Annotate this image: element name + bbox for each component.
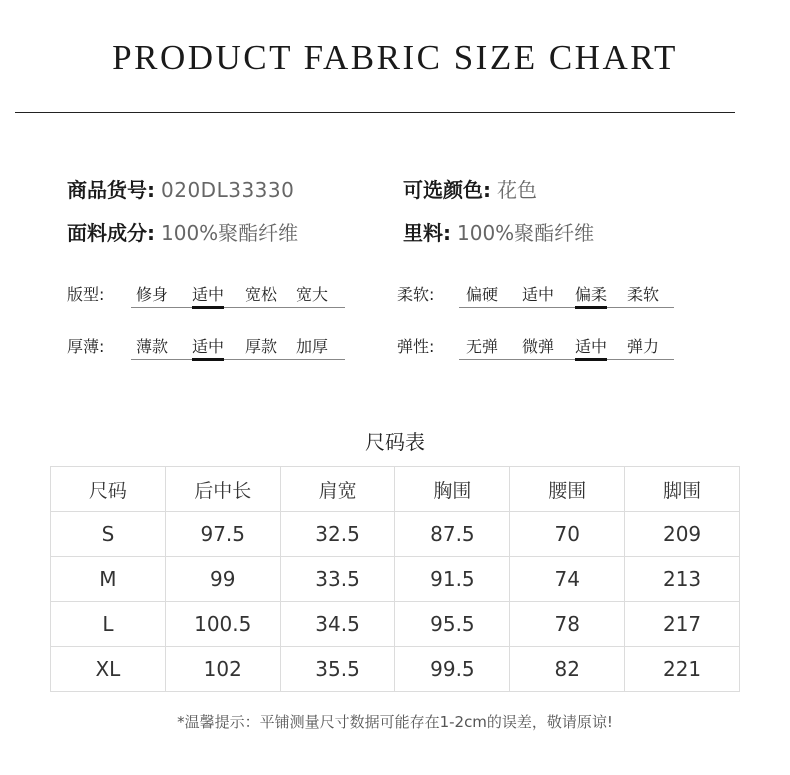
lining-label: 里料 — [403, 221, 443, 245]
attr-option: 微弹 — [522, 337, 555, 356]
fabric-value: 100%聚酯纤维 — [161, 221, 299, 245]
table-cell: 99.5 — [395, 647, 510, 692]
attr-label: 柔软: — [397, 285, 435, 304]
table-cell: M — [51, 557, 166, 602]
table-cell: 209 — [625, 512, 740, 557]
item-number-row — [67, 174, 294, 203]
attr-option: 弹力 — [627, 337, 660, 356]
table-header-cell: 尺码 — [51, 467, 166, 512]
attr-option: 宽大 — [296, 285, 329, 304]
attr-option: 薄款 — [136, 337, 169, 356]
attr-option: 适中 — [522, 285, 555, 304]
table-cell: 35.5 — [280, 647, 395, 692]
lining-row — [403, 217, 594, 246]
attr-options — [131, 332, 345, 360]
page-title: PRODUCT FABRIC SIZE CHART — [112, 38, 678, 77]
attr-option: 偏硬 — [466, 285, 499, 304]
table-header-cell: 脚围 — [625, 467, 740, 512]
table-cell: 99 — [165, 557, 280, 602]
table-cell: 213 — [625, 557, 740, 602]
table-cell: 34.5 — [280, 602, 395, 647]
table-cell: 78 — [510, 602, 625, 647]
color-value: 花色 — [497, 178, 537, 202]
item-number-value: 020DL33330 — [161, 178, 295, 202]
table-cell: XL — [51, 647, 166, 692]
table-row — [51, 512, 740, 557]
fabric-row — [67, 217, 298, 246]
fabric-colon: : — [147, 221, 155, 245]
lining-colon: : — [443, 221, 451, 245]
item-number-label: 商品货号 — [67, 178, 147, 202]
attr-options — [459, 332, 674, 360]
table-cell: 32.5 — [280, 512, 395, 557]
table-cell: L — [51, 602, 166, 647]
table-cell: 82 — [510, 647, 625, 692]
table-cell: 217 — [625, 602, 740, 647]
lining-value: 100%聚酯纤维 — [457, 221, 595, 245]
size-table-title: 尺码表 — [365, 430, 425, 454]
table-cell: 97.5 — [165, 512, 280, 557]
attr-options — [131, 280, 345, 308]
table-header-cell: 腰围 — [510, 467, 625, 512]
table-cell: 91.5 — [395, 557, 510, 602]
measurement-note: *温馨提示：平铺测量尺寸数据可能存在1-2cm的误差，敬请原谅! — [177, 713, 613, 731]
attr-option: 无弹 — [466, 337, 499, 356]
attr-options — [459, 280, 674, 308]
attr-option: 厚款 — [245, 337, 278, 356]
table-header-cell: 胸围 — [395, 467, 510, 512]
table-row — [51, 602, 740, 647]
table-cell: 33.5 — [280, 557, 395, 602]
attr-option-selected: 适中 — [192, 282, 224, 305]
table-cell: 221 — [625, 647, 740, 692]
color-row — [403, 174, 537, 203]
table-row — [51, 557, 740, 602]
title-divider — [15, 112, 735, 113]
attr-option-selected: 偏柔 — [575, 282, 607, 305]
attr-option: 加厚 — [296, 337, 329, 356]
attr-option: 宽松 — [245, 285, 278, 304]
table-cell: 74 — [510, 557, 625, 602]
fabric-label: 面料成分 — [67, 221, 147, 245]
table-header-row — [51, 467, 740, 512]
attr-label: 弹性: — [397, 337, 435, 356]
table-cell: 70 — [510, 512, 625, 557]
table-cell: 95.5 — [395, 602, 510, 647]
attr-option-selected: 适中 — [575, 334, 607, 357]
table-cell: 102 — [165, 647, 280, 692]
table-header-cell: 肩宽 — [280, 467, 395, 512]
attr-option: 修身 — [136, 285, 169, 304]
table-row — [51, 647, 740, 692]
item-number-colon: : — [147, 178, 155, 202]
table-cell: 100.5 — [165, 602, 280, 647]
attr-option: 柔软 — [627, 285, 660, 304]
color-colon: : — [483, 178, 491, 202]
size-table — [50, 466, 740, 692]
color-label: 可选颜色 — [403, 178, 483, 202]
table-header-cell: 后中长 — [165, 467, 280, 512]
attr-label: 厚薄: — [67, 337, 105, 356]
attr-label: 版型: — [67, 285, 105, 304]
table-cell: S — [51, 512, 166, 557]
attr-option-selected: 适中 — [192, 334, 224, 357]
table-cell: 87.5 — [395, 512, 510, 557]
